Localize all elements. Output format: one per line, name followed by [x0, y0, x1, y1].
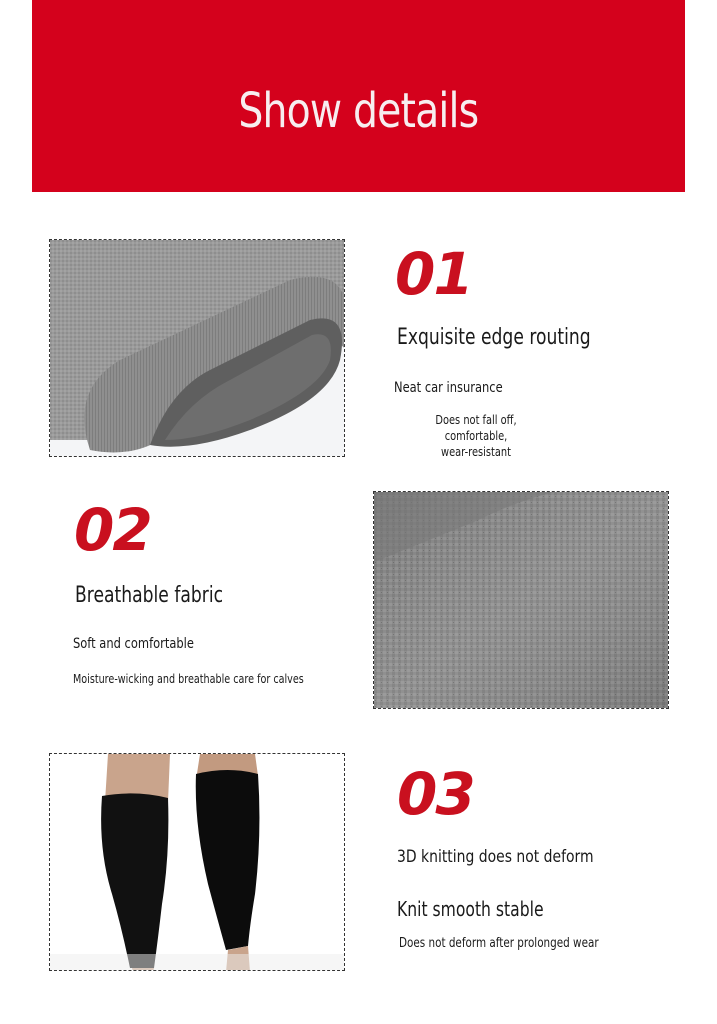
- section-description-01-line2: wear-resistant: [441, 445, 511, 459]
- section-subheading-02: Soft and comfortable: [73, 636, 194, 652]
- section-heading-02: Breathable fabric: [75, 583, 224, 608]
- section-description-01-line1: Does not fall off, comfortable,: [435, 413, 517, 443]
- section-number-01: 01: [395, 240, 472, 308]
- section-description-03: Does not deform after prolonged wear: [399, 936, 599, 951]
- fabric-texture-photo: [373, 491, 669, 709]
- section-description-02: Moisture-wicking and breathable care for calves: [73, 672, 304, 686]
- section-subheading-01: Neat car insurance: [394, 380, 503, 396]
- section-heading-01: Exquisite edge routing: [397, 325, 591, 350]
- banner-title: Show details: [238, 83, 479, 139]
- section-heading-03: 3D knitting does not deform: [397, 847, 594, 867]
- edge-routing-photo: [49, 239, 345, 457]
- section-description-01: [410, 412, 541, 460]
- header-banner: [32, 0, 685, 192]
- section-number-03: 03: [397, 760, 474, 828]
- section-number-02: 02: [74, 496, 151, 564]
- calf-sleeve-photo: [49, 753, 345, 971]
- section-subheading-03: Knit smooth stable: [397, 897, 544, 921]
